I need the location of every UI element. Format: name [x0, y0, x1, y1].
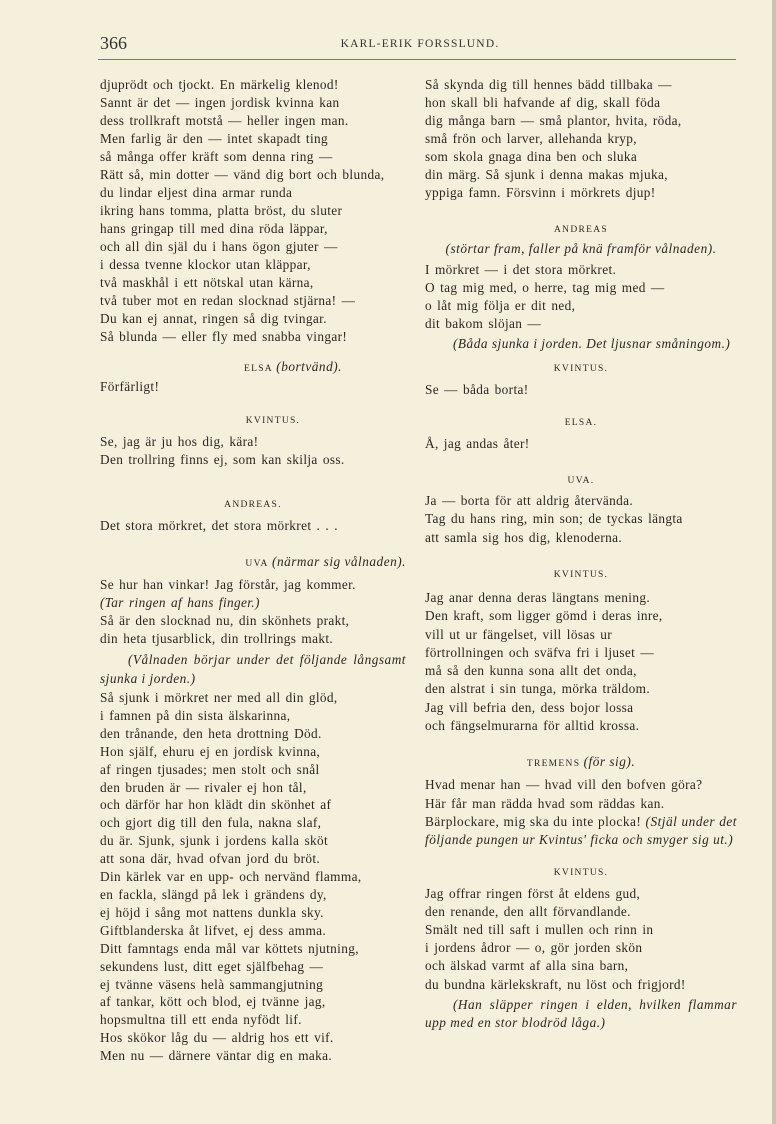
verse-line: Så skynda dig till hennes bädd tillbaka — [425, 77, 672, 92]
speaker-name: ELSA [244, 364, 273, 374]
speaker-name: KVINTUS. [245, 416, 301, 426]
speaker-name: ANDREAS [554, 225, 608, 235]
verse-line: af ringen tjusades; men stolt och snål [100, 761, 320, 777]
speaker-heading [100, 410, 406, 430]
verse-block [100, 576, 406, 594]
verse-block [425, 76, 737, 202]
verse-line: Den trollring finns ej, som kan skilja oss. [100, 452, 345, 467]
stage-direction: (bortvänd). [276, 359, 342, 374]
verse-block [425, 776, 737, 813]
verse-line: att samla sig hos dig, klenoderna. [425, 529, 623, 545]
verse-line: yppiga famn. Försvinn i mörkrets djup! [425, 185, 656, 200]
stage-direction: (störtar fram, faller på knä framför vålnaden). [445, 241, 717, 256]
speaker-heading [425, 358, 737, 378]
verse-block [425, 492, 737, 548]
verse-line: O tag mig med, o herre, tag mig med — [425, 280, 665, 295]
speaker-name: UVA [245, 559, 269, 569]
verse-line: hopsmultna till ett enda nyfödt lif. [100, 1012, 302, 1028]
verse-line: du bundna kärlekskraft, nu löst och frigjord! [425, 976, 686, 992]
speaker-name: KVINTUS. [553, 570, 609, 580]
verse-line: Giftblanderska åt lifvet, ej dess amma. [100, 922, 327, 938]
verse-line: den trånande, den heta drottning Död. [100, 725, 322, 741]
speaker-heading [425, 564, 737, 584]
verse-line: Smält ned till saft i mullen och rinn in [425, 921, 654, 937]
verse-line: Å, jag andas åter! [425, 435, 530, 451]
verse-line: du lindar eljest dina armar runda [100, 185, 293, 200]
right-column [425, 76, 737, 1033]
verse-line: Jag anar denna deras längtans mening. [425, 590, 650, 605]
stage-direction: (Båda sjunka i jorden. Det ljusnar småningom.) [453, 336, 731, 351]
verse-line: din heta tjusarblick, din trollrings makt. [100, 631, 334, 646]
verse-line: Se hur han vinkar! Jag förstår, jag kommer. [100, 577, 356, 592]
verse-line: som skola gnaga dina ben och sluka [425, 149, 638, 164]
verse-block [425, 261, 737, 333]
verse-line: i dessa tvenne klockor utan kläppar, [100, 257, 311, 272]
stage-direction: (för sig). [583, 754, 636, 770]
verse-line: ej tvänne väsens helà sammangjutning [100, 976, 324, 992]
verse-line: en fackla, slängd på lek i grändens dy, [100, 886, 327, 902]
verse-line: så många offer kräft som denna ring — [100, 149, 333, 164]
left-column [100, 76, 406, 1065]
verse-block [100, 378, 406, 396]
verse-line: Men nu — därnere väntar dig en maka. [100, 1048, 333, 1064]
verse-line: Se — båda borta! [425, 381, 529, 397]
verse-line: Jag vill befria den, dess bojor lossa [425, 699, 634, 715]
stage-direction: (närmar sig vålnaden). [272, 554, 406, 569]
verse-line: djuprödt och tjockt. En märkelig klenod! [100, 77, 339, 92]
speaker-heading [425, 470, 737, 490]
verse-line: vill ut ur fängelset, vill lösas ur [425, 626, 613, 642]
verse-block [425, 435, 737, 453]
speaker-name: ELSA. [564, 417, 598, 428]
verse-line: och därför har hon klädt din skönhet af [100, 797, 332, 813]
verse-line: af tankar, kött och blod, ej tvänne jag, [100, 994, 326, 1010]
speaker-heading [100, 553, 406, 573]
verse-line: två maskhål i ett nötskal utan kärna, [100, 275, 314, 290]
verse-line: Sannt är det — ingen jordisk kvinna kan [100, 95, 340, 110]
verse-line: Du kan ej annat, ringen så dig tvingar. [100, 311, 327, 326]
verse-line: hans gringap till med dina röda läppar, [100, 221, 328, 236]
speaker-heading [100, 494, 406, 514]
speaker-name: TREMENS [526, 759, 581, 770]
verse-block [425, 381, 737, 399]
verse-line: dig många barn — små plantor, hvita, röda, [425, 113, 682, 128]
verse-line: och gjort dig till den fula, nakna slaf, [100, 815, 322, 831]
verse-line: Jag offrar ringen först åt eldens gud, [425, 885, 641, 901]
verse-line: dess trollkraft motstå — heller ingen man. [100, 113, 349, 128]
verse-line: små frön och larver, allehanda kryp, [425, 131, 637, 146]
verse-line: Bärplockare, mig ska du inte plocka! [425, 813, 642, 829]
verse-line: Rätt så, min dotter — vänd dig bort och blunda, [100, 167, 385, 182]
verse-line: den bruden är — rivaler ej hon tål, [100, 779, 307, 795]
verse-line: ikring hans tomma, platta bröst, du sluter [100, 203, 343, 218]
verse-line: Din kärlek var en upp- och nervänd flamma, [100, 869, 362, 885]
verse-block [100, 612, 406, 648]
verse-line: Hvad menar han — hvad vill den bofven göra? [425, 777, 703, 793]
stage-direction: (Stjäl under det följande pungen ur Kvintus' ficka och smyger sig ut.) [425, 813, 737, 848]
verse-line: dit bakom slöjan — [425, 316, 542, 331]
verse-line: och all din själ du i hans ögon gjuter — [100, 239, 338, 254]
speaker-heading [100, 358, 406, 378]
stage-direction: (Tar ringen af hans finger.) [100, 595, 260, 610]
speaker-name: UVA. [567, 475, 595, 486]
speaker-heading [425, 753, 737, 773]
verse-line: Men farlig är den — intet skapadt ting [100, 131, 328, 146]
verse-line: den renande, den allt förvandlande. [425, 903, 631, 919]
verse-block [100, 433, 406, 469]
page-number: 366 [100, 33, 127, 53]
verse-line: Den kraft, som ligger gömd i deras inre, [425, 608, 663, 624]
speaker-heading [425, 219, 737, 239]
verse-block [425, 589, 737, 735]
verse-line: Hos skökor låg du — aldrig hos ett vif. [100, 1030, 334, 1046]
verse-line: i jordens ådror — o, gör jorden skön [425, 940, 643, 956]
verse-line: Tag du hans ring, min son; de tyckas längta [425, 511, 683, 526]
verse-line: Det stora mörkret, det stora mörkret . . . [100, 518, 338, 533]
verse-block [100, 76, 406, 346]
verse-line: Så sjunk i mörkret ner med all din glöd, [100, 690, 338, 705]
verse-line: två tuber mot en redan slocknad stjärna! — [100, 293, 356, 308]
verse-line: Se, jag är ju hos dig, kära! [100, 434, 259, 449]
verse-line: Ja — borta för att aldrig återvända. [425, 492, 634, 508]
verse-with-direction [425, 813, 737, 850]
verse-line: Så blunda — eller fly med snabba vingar! [100, 329, 348, 344]
speaker-name: KVINTUS. [553, 363, 609, 374]
verse-line: och fängselmurarna för alltid krossa. [425, 718, 640, 734]
page-edge [772, 0, 776, 1124]
verse-block [100, 517, 406, 535]
verse-line: I mörkret — i det stora mörkret. [425, 262, 617, 277]
verse-block [425, 885, 737, 994]
verse-line: och älskad varmt af alla sina barn, [425, 958, 629, 974]
verse-line: Ditt famntags enda mål var köttets njutning, [100, 940, 359, 956]
verse-block [100, 689, 406, 1065]
verse-line: den alstrat i sin tunga, mörka träldom. [425, 681, 651, 697]
stage-direction: (Han släpper ringen i elden, hvilken flammar upp med en stor blodröd låga.) [425, 996, 737, 1031]
verse-line: förtrollningen och sväfva fri i ljuset — [425, 644, 655, 660]
verse-line: i famnen på din sista älskarinna, [100, 707, 291, 723]
speaker-heading [425, 412, 737, 432]
verse-line: Hon själf, ehuru ej en jordisk kvinna, [100, 743, 321, 759]
verse-line: du är. Sjunk, sjunk i jordens kalla sköt [100, 833, 329, 849]
stage-direction: (Vålnaden börjar under det följande långsamt sjunka i jorden.) [100, 652, 406, 686]
verse-line: må så den kunna sona allt det onda, [425, 663, 637, 679]
verse-line: Här får man rädda hvad som räddas kan. [425, 795, 665, 811]
speaker-heading [425, 862, 737, 882]
speaker-name: ANDREAS. [224, 500, 282, 510]
header-rule [98, 59, 736, 60]
running-head: KARL-ERIK FORSSLUND. [340, 38, 500, 50]
speaker-name: KVINTUS. [553, 867, 609, 878]
verse-line: Så är den slocknad nu, din skönhets prakt, [100, 613, 350, 628]
verse-line: ej höjd i sång mot nattens dunkla sky. [100, 904, 324, 920]
verse-line: o låt mig följa er dit ned, [425, 298, 576, 313]
verse-line: sekundens lust, ditt eget själfbehag — [100, 958, 324, 974]
verse-line: Förfärligt! [100, 379, 160, 394]
verse-line: din märg. Så sjunk i denna makas mjuka, [425, 167, 668, 182]
verse-line: att sona där, hvad ofvan jord du bröt. [100, 851, 321, 867]
verse-line: hon skall bli hafvande af dig, skall föda [425, 95, 661, 110]
